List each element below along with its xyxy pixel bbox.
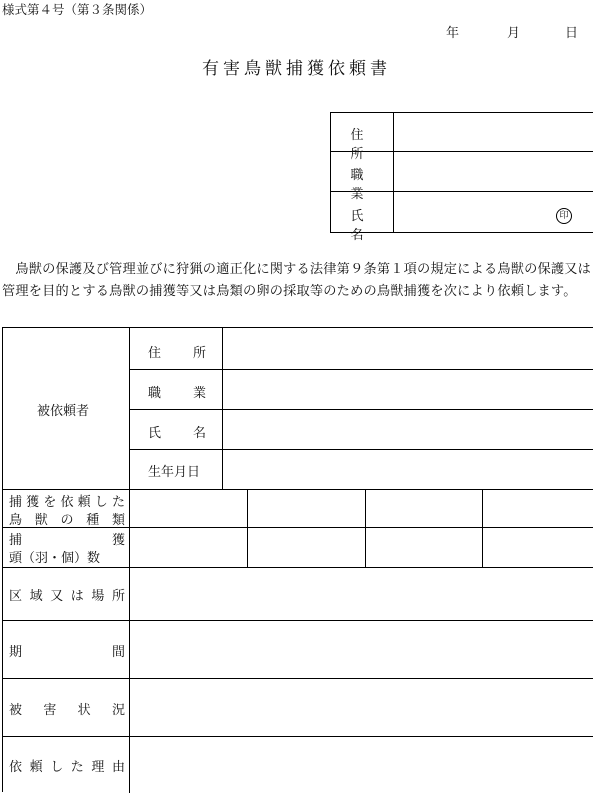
applicant-occupation-label: 職 業 [350,168,397,202]
count-label-line1: 捕 獲 [9,533,125,548]
requestee-name-label: 氏 名 [148,426,206,441]
species-label-line1: 捕 獲 を 依 頼 し た [9,495,125,510]
species-label-line2: 鳥 獣 の 種 類 [9,513,125,528]
requestee-occupation-label: 職 業 [148,386,206,401]
request-statement: 鳥獣の保護及び管理並びに狩猟の適正化に関する法律第９条第１項の規定による鳥獣の保護又は管理を目的とする鳥獣の捕獲等又は鳥類の卵の採取等のための鳥獣捕獲を次により依頼します。 [2,262,592,299]
applicant-name-label: 氏 名 [350,209,397,243]
applicant-info-box [330,112,593,243]
request-details-table [2,327,593,792]
applicant-address-label: 住 所 [350,128,397,162]
period-label: 期 間 [9,645,125,660]
area-label: 区 域 又 は 場 所 [9,589,125,604]
requestee-address-label: 住 所 [148,346,206,361]
date-month-label: 月 [507,26,521,41]
form-number: 様式第４号（第３条関係） [2,2,153,17]
date-year-label: 年 [446,26,460,41]
damage-label: 被 害 状 況 [9,703,125,718]
date-day-label: 日 [565,26,579,41]
count-label-line2: 頭（羽・個）数 [9,551,101,566]
document-title: 有害鳥獣捕獲依頼書 [202,59,391,79]
requestee-birthdate-label: 生年月日 [148,465,201,480]
seal-icon: 印 [556,208,572,224]
reason-label: 依 頼 し た 理 由 [9,760,125,775]
requestee-label: 被依頼者 [37,404,90,419]
